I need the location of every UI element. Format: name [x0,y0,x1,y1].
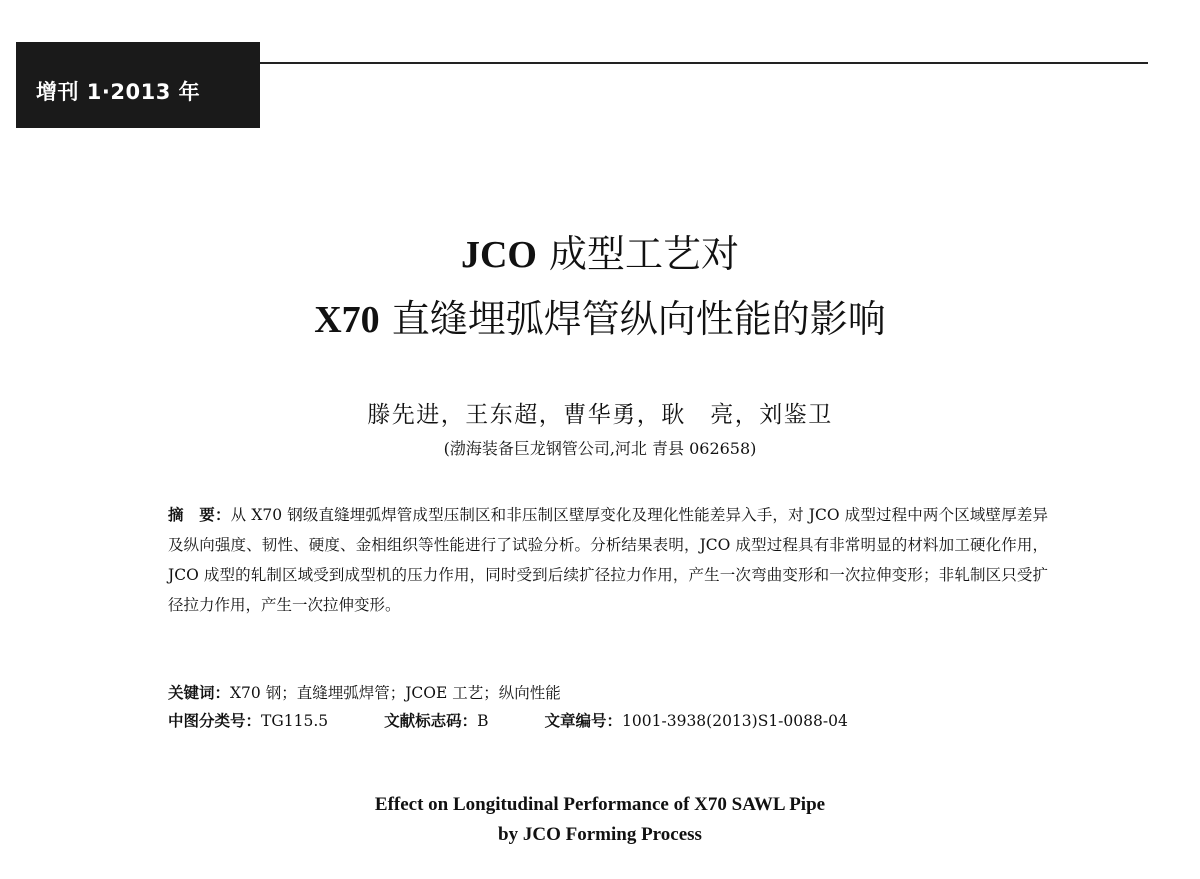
article-number-value: 1001-3938(2013)S1-0088-04 [622,712,848,730]
abstract-text: 从 X70 钢级直缝埋弧焊管成型压制区和非压制区壁厚变化及理化性能差异入手，对 JCO 成型过程中两个区域壁厚差异及纵向强度、韧性、硬度、金相组织等性能进行了试验分析。分析结果表明，JCO 成型过程具有非常明显的材料加工硬化作用，JCO 成型的轧制区域受到成型机的压力作用，同时受到后续扩径拉力作用，产生一次弯曲变形和一次拉伸变形；非轧制区只受扩径拉力作用，产生一次拉伸变形。 [168,506,1048,614]
document-code-value: B [477,712,489,730]
document-code-label: 文献标志码： [384,712,478,730]
english-title-line-2: by JCO Forming Process [498,824,702,845]
keywords [168,680,1048,706]
chinese-title [0,222,1200,352]
abstract [168,500,1048,620]
issue-label: 增刊 1·2013 年 [36,80,201,104]
classification-line [168,708,1048,734]
title-line-2-text: 直缝埋弧焊管纵向性能的影响 [379,297,886,341]
title-line-2-latin: X70 [314,299,380,341]
header-rule [260,62,1148,64]
chinese-title-line-2 [0,287,1200,352]
chinese-title-line-1 [0,222,1200,287]
keywords-label: 关键词： [168,684,231,702]
clc-value: TG115.5 [261,712,329,730]
author-list: 滕先进，王东超，曹华勇，耿 亮，刘鉴卫 [367,402,833,428]
affiliation: (渤海装备巨龙钢管公司,河北 青县 062658) [443,439,757,458]
title-line-1-text: 成型工艺对 [536,232,740,276]
clc-label: 中图分类号： [168,712,262,730]
journal-issue-badge [16,42,260,128]
english-title-line-1: Effect on Longitudinal Performance of X70 SAWL Pipe [374,794,826,815]
title-line-1-latin: JCO [460,234,537,276]
english-title [0,790,1200,850]
keywords-text: X70 钢；直缝埋弧焊管；JCOE 工艺；纵向性能 [230,684,561,702]
abstract-label: 摘 要： [168,506,231,524]
article-number-label: 文章编号： [544,712,623,730]
